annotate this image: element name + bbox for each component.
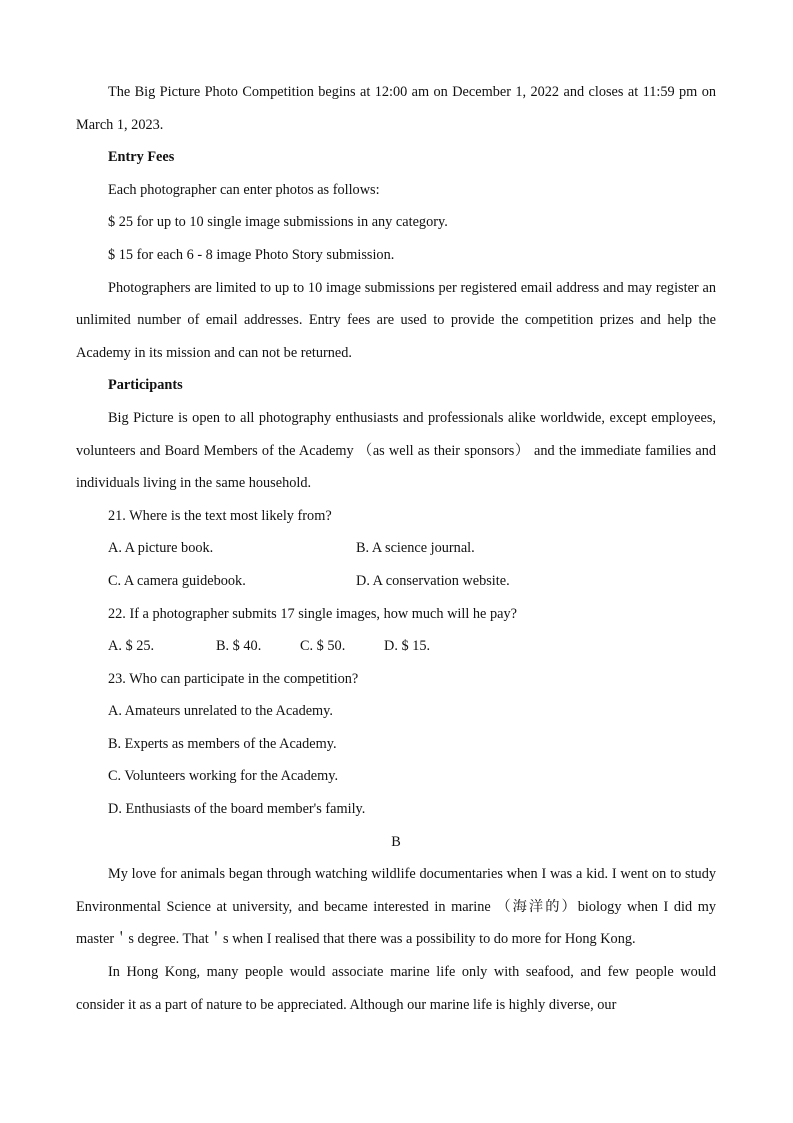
option-c: C. $ 50. <box>300 638 346 655</box>
participants-heading: Participants <box>108 377 183 394</box>
section-b-paragraph: In Hong Kong, many people would associate marine life only with seafood, and few people would consider it as a part of nature to be appreciated. Although our marine life is highly diverse, our <box>76 964 716 1013</box>
option-d: D. A conservation website. <box>356 572 510 589</box>
entry-fees-line: $ 15 for each 6 - 8 image Photo Story submission. <box>108 246 395 263</box>
entry-fees-line: Each photographer can enter photos as follows: <box>108 181 380 198</box>
question-21: 21. Where is the text most likely from? <box>108 507 332 524</box>
entry-fees-paragraph: Photographers are limited to up to 10 image submissions per registered email address and may register an unlimited number of email addresses. Entry fees are used to provide the competition prizes and help the Academy in its mission and can not be returned. <box>76 279 716 361</box>
participants-paragraph: Big Picture is open to all photography enthusiasts and professionals alike worldwide, except employees, volunteers and Board Members of the Academy （as well as their sponsors） and the immediate families and individuals living in the same household. <box>76 409 716 492</box>
option-c: C. Volunteers working for the Academy. <box>108 768 339 785</box>
intro-paragraph: The Big Picture Photo Competition begins at 12:00 am on December 1, 2022 and closes at 11:59 pm on March 1, 2023. <box>76 84 716 133</box>
question-21-options-row <box>76 532 716 565</box>
entry-fees-line: $ 25 for up to 10 single image submissions in any category. <box>108 214 448 231</box>
section-b-paragraph: My love for animals began through watching wildlife documentaries when I was a kid. I went on to study Environmental Science at university, and became interested in marine （海洋的）biology when I did my master＇s degree. That＇s when I realised that there was a possibility to do more for Hong Kong. <box>76 866 716 948</box>
option-a: A. A picture book. <box>108 540 214 557</box>
option-d: D. $ 15. <box>384 638 431 655</box>
option-b: B. A science journal. <box>356 540 475 557</box>
option-c: C. A camera guidebook. <box>108 572 246 589</box>
question-23: 23. Who can participate in the competition? <box>108 670 359 687</box>
question-22: 22. If a photographer submits 17 single images, how much will he pay? <box>108 605 517 622</box>
option-b: B. Experts as members of the Academy. <box>108 735 337 752</box>
section-label: B <box>391 833 401 850</box>
option-d: D. Enthusiasts of the board member's family. <box>108 801 366 818</box>
entry-fees-heading: Entry Fees <box>108 149 175 166</box>
question-22-options-row <box>76 630 716 663</box>
option-b: B. $ 40. <box>216 638 262 655</box>
question-21-options-row <box>76 565 716 598</box>
option-a: A. Amateurs unrelated to the Academy. <box>108 703 333 720</box>
document-page <box>76 76 716 1021</box>
option-a: A. $ 25. <box>108 638 155 655</box>
